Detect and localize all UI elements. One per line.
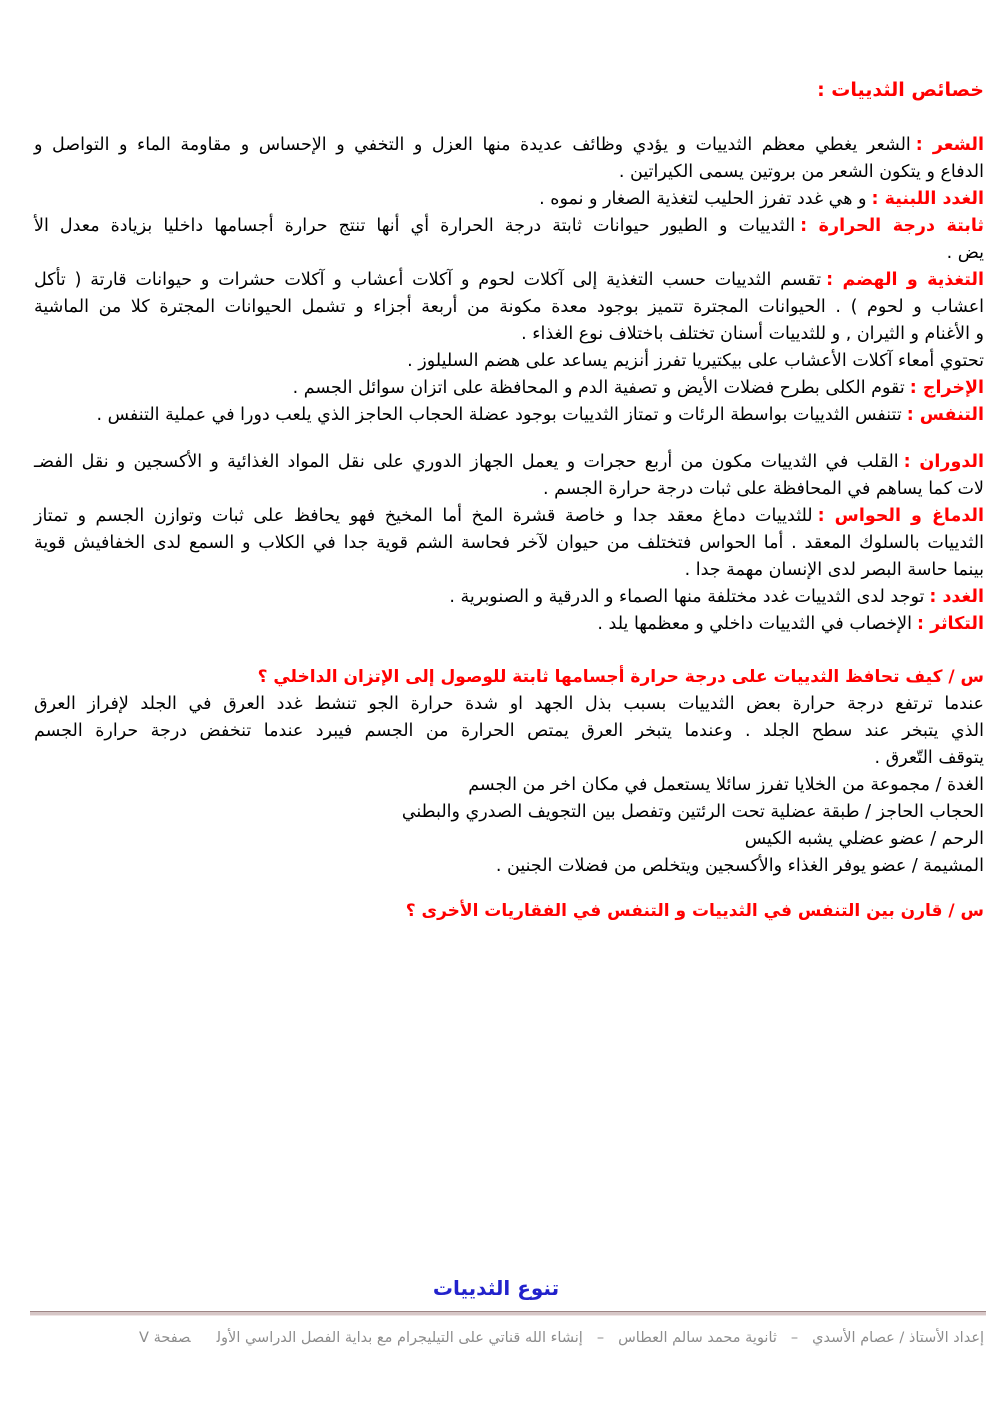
line-text: القلب في الثدييات مكون من أربع حجرات و يعمل الجهاز الدوري على نقل المواد الغذائية و الأكسجين و نقل الفضـ xyxy=(34,452,899,472)
footer-separator: – xyxy=(596,1330,605,1346)
line-text: الرحم / عضو عضلي يشبه الكيس xyxy=(744,829,984,849)
line-text: و هي غدد تفرز الحليب لتغذية الصغار و نموه . xyxy=(539,189,867,209)
line-text: للثدييات دماغ معقد جدا و خاصة قشرة المخ أما المخيخ فهو يحافظ على ثبات وتوازن الجسم و تمتاز xyxy=(34,506,813,526)
answer-line xyxy=(34,826,984,853)
text-line xyxy=(34,530,984,557)
term-label: الغدد اللبنية : xyxy=(871,189,984,209)
line-text: يض . xyxy=(946,243,984,263)
term-label: الدوران : xyxy=(903,452,984,472)
text-line xyxy=(34,159,984,186)
line-text: و الأغنام و الثيران , و للثدييات أسنان تختلف باختلاف نوع الغذاء . xyxy=(521,324,984,344)
next-section-title: تنوع الثدييات xyxy=(432,1276,560,1300)
text-line xyxy=(34,132,984,159)
term-label: التنفس : xyxy=(906,405,984,425)
text-line xyxy=(34,348,984,375)
term-label: الدماغ و الحواس : xyxy=(817,506,984,526)
text-line xyxy=(34,267,984,294)
line-text: يتوقف التّعرق . xyxy=(874,748,984,768)
answer-line xyxy=(34,745,984,772)
footer-note: إنشاء الله قناتي على التيليجرام مع بداية الفصل الدراسي الأول xyxy=(216,1330,583,1346)
line-text: عندما ترتفع درجة حرارة بعض الثدييات بسبب بذل الجهد او شدة حرارة الجو تنشط غدد العرق في الجلد لإفراز العرق xyxy=(34,694,984,714)
line-text: تتنفس الثدييات بواسطة الرئات و تمتاز الثدييات بوجود عضلة الحجاب الحاجز الذي يلعب دورا في عملية التنفس . xyxy=(96,405,902,425)
section-heading: خصائص الثدييات : xyxy=(817,79,984,101)
text-line xyxy=(34,584,984,611)
term-label: الشعر : xyxy=(915,135,985,155)
page-footer xyxy=(34,1326,984,1350)
answer-line xyxy=(34,772,984,799)
line-text: الثدييات بالسلوك المعقد . أما الحواس فتختلف من حيوان لآخر فحاسة الشم قوية جدا في الكلاب و السمع لدى الخفافيش قوية xyxy=(34,533,984,553)
line-text: تحتوي أمعاء آكلات الأعشاب على بيكتيريا تفرز أنزيم يساعد على هضم السليلوز . xyxy=(407,351,984,371)
text-line xyxy=(34,294,984,321)
term-label: الإخراج : xyxy=(909,378,984,398)
text-line xyxy=(34,503,984,530)
term-label: التغذية و الهضم : xyxy=(826,270,984,290)
text-line xyxy=(34,240,984,267)
line-text: لات كما يساهم في المحافظة على ثبات درجة حرارة الجسم . xyxy=(542,479,984,499)
line-text: الشعر يغطي معظم الثدييات و يؤدي وظائف عديدة منها العزل و التخفي و الإحساس و مقاومة الماء و التواصل و xyxy=(34,135,911,155)
line-text: المشيمة / عضو يوفر الغذاء والأكسجين ويتخلص من فضلات الجنين . xyxy=(495,856,984,876)
line-text: الذي يتبخر عند سطح الجلد . وعندما يتبخر العرق يمتص الحرارة من الجسم فيبرد عندما تنخفض درجة حرارة الجسم xyxy=(34,721,984,741)
line-text: الغدة / مجموعة من الخلايا تفرز سائلا يستعمل في مكان اخر من الجسم xyxy=(468,775,984,795)
answer-line xyxy=(34,691,984,718)
line-text: الحجاب الحاجز / طبقة عضلية تحت الرئتين وتفصل بين التجويف الصدري والبطني xyxy=(401,802,984,822)
question-line: س / قارن بين التنفس في الثدييات و التنفس في الفقاريات الأخرى ؟ xyxy=(405,901,984,921)
text-line xyxy=(34,402,984,429)
line-text: بينما حاسة البصر لدى الإنسان مهمة جدا . xyxy=(684,560,984,580)
line-text: تقوم الكلى بطرح فضلات الأيض و تصفية الدم و المحافظة على اتزان سوائل الجسم . xyxy=(292,378,905,398)
footer-author: إعداد الأستاذ / عصام الأسدي xyxy=(812,1330,984,1346)
term-label: الغدد : xyxy=(929,587,984,607)
text-line xyxy=(34,611,984,638)
text-line xyxy=(34,213,984,240)
text-line xyxy=(34,476,984,503)
footer-page-number: صفحة V xyxy=(139,1330,191,1346)
text-line xyxy=(34,375,984,402)
term-label: التكاثر : xyxy=(916,614,984,634)
answer-line xyxy=(34,853,984,880)
text-line xyxy=(34,321,984,348)
line-text: الدفاع و يتكون الشعر من بروتين يسمى الكيراتين . xyxy=(618,162,984,182)
line-text: اعشاب و لحوم ) . الحيوانات المجترة تتميز بوجود معدة مكونة من أربعة أجزاء و تشمل الحيوانات المجترة كلا من الماشية xyxy=(34,297,984,317)
text-line xyxy=(34,557,984,584)
question-line: س / كيف تحافظ الثدييات على درجة حرارة أجسامها ثابتة للوصول إلى الإتزان الداخلي ؟ xyxy=(257,667,984,687)
line-text: تقسم الثدييات حسب التغذية إلى آكلات لحوم و آكلات أعشاب و آكلات حشرات و حيوانات قارتة ( تأكل xyxy=(34,270,822,290)
line-text: الإخصاب في الثدييات داخلي و معظمها يلد . xyxy=(597,614,912,634)
answer-line xyxy=(34,718,984,745)
footer-school: ثانوية محمد سالم العطاس xyxy=(618,1330,777,1346)
line-text: توجد لدى الثدييات غدد مختلفة منها الصماء و الدرقية و الصنوبرية . xyxy=(449,587,925,607)
text-line xyxy=(34,449,984,476)
answer-line xyxy=(34,799,984,826)
footer-divider xyxy=(30,1311,986,1316)
text-line xyxy=(34,186,984,213)
line-text: الثدييات و الطيور حيوانات ثابتة درجة الحرارة أي أنها تنتج حرارة أجسامها داخليا بزيادة معدل الأ xyxy=(34,216,796,236)
footer-separator: – xyxy=(790,1330,799,1346)
term-label: ثابتة درجة الحرارة : xyxy=(800,216,985,236)
